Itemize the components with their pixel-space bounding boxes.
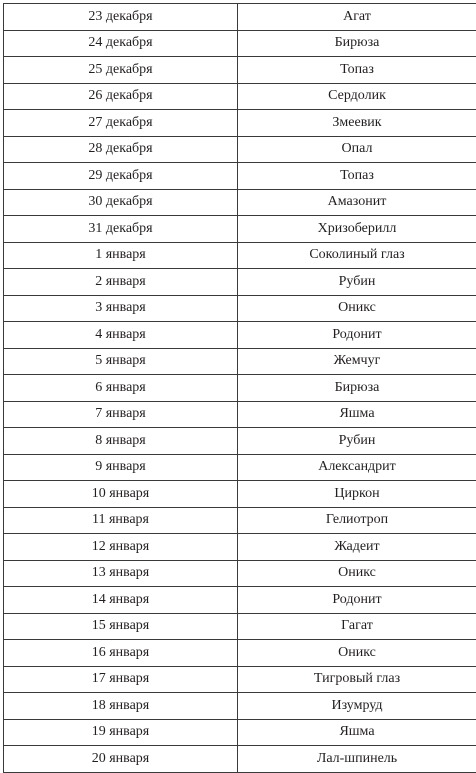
stone-cell: Гелиотроп xyxy=(238,507,476,534)
date-cell: 16 января xyxy=(4,640,238,667)
stone-cell: Родонит xyxy=(238,587,476,614)
table-row xyxy=(4,189,476,216)
table-row xyxy=(4,666,476,693)
table-row xyxy=(4,401,476,428)
table-row xyxy=(4,110,476,137)
stone-cell: Александрит xyxy=(238,454,476,481)
date-cell: 24 декабря xyxy=(4,30,238,57)
stone-cell: Жадеит xyxy=(238,534,476,561)
stone-cell: Изумруд xyxy=(238,693,476,720)
table-row xyxy=(4,560,476,587)
table-row xyxy=(4,428,476,455)
stone-cell: Топаз xyxy=(238,57,476,84)
date-cell: 1 января xyxy=(4,242,238,269)
stone-cell: Соколиный глаз xyxy=(238,242,476,269)
date-cell: 27 декабря xyxy=(4,110,238,137)
table-row xyxy=(4,587,476,614)
date-cell: 26 декабря xyxy=(4,83,238,110)
date-cell: 30 декабря xyxy=(4,189,238,216)
stone-cell: Оникс xyxy=(238,560,476,587)
table-row xyxy=(4,216,476,243)
stone-cell: Амазонит xyxy=(238,189,476,216)
table-row xyxy=(4,534,476,561)
stone-cell: Хризоберилл xyxy=(238,216,476,243)
stone-cell: Опал xyxy=(238,136,476,163)
table-row xyxy=(4,4,476,31)
table-row xyxy=(4,163,476,190)
stone-cell: Агат xyxy=(238,4,476,31)
table-row xyxy=(4,136,476,163)
table-row xyxy=(4,83,476,110)
table-row xyxy=(4,746,476,773)
stone-cell: Родонит xyxy=(238,322,476,349)
date-cell: 18 января xyxy=(4,693,238,720)
stone-cell: Топаз xyxy=(238,163,476,190)
stone-cell: Яшма xyxy=(238,401,476,428)
date-cell: 28 декабря xyxy=(4,136,238,163)
date-cell: 9 января xyxy=(4,454,238,481)
stone-cell: Яшма xyxy=(238,719,476,746)
date-cell: 29 декабря xyxy=(4,163,238,190)
date-cell: 8 января xyxy=(4,428,238,455)
date-cell: 10 января xyxy=(4,481,238,508)
date-cell: 7 января xyxy=(4,401,238,428)
date-cell: 13 января xyxy=(4,560,238,587)
date-cell: 31 декабря xyxy=(4,216,238,243)
date-cell: 5 января xyxy=(4,348,238,375)
birthstone-table xyxy=(3,3,476,773)
stone-cell: Оникс xyxy=(238,295,476,322)
stone-cell: Сердолик xyxy=(238,83,476,110)
date-cell: 6 января xyxy=(4,375,238,402)
stone-cell: Бирюза xyxy=(238,375,476,402)
stone-cell: Циркон xyxy=(238,481,476,508)
date-cell: 25 декабря xyxy=(4,57,238,84)
table-row xyxy=(4,30,476,57)
date-cell: 11 января xyxy=(4,507,238,534)
table-row xyxy=(4,322,476,349)
stone-cell: Жемчуг xyxy=(238,348,476,375)
stone-cell: Лал-шпинель xyxy=(238,746,476,773)
table-row xyxy=(4,242,476,269)
date-cell: 17 января xyxy=(4,666,238,693)
stone-cell: Рубин xyxy=(238,428,476,455)
table-row xyxy=(4,269,476,296)
date-cell: 15 января xyxy=(4,613,238,640)
stone-cell: Гагат xyxy=(238,613,476,640)
table-row xyxy=(4,481,476,508)
table-body xyxy=(4,4,476,773)
date-cell: 20 января xyxy=(4,746,238,773)
table-row xyxy=(4,507,476,534)
table-row xyxy=(4,348,476,375)
table-row xyxy=(4,57,476,84)
stone-cell: Рубин xyxy=(238,269,476,296)
date-cell: 4 января xyxy=(4,322,238,349)
date-cell: 2 января xyxy=(4,269,238,296)
date-cell: 3 января xyxy=(4,295,238,322)
stone-cell: Змеевик xyxy=(238,110,476,137)
table-row xyxy=(4,719,476,746)
stone-cell: Тигровый глаз xyxy=(238,666,476,693)
table-row xyxy=(4,454,476,481)
table-row xyxy=(4,295,476,322)
stone-cell: Бирюза xyxy=(238,30,476,57)
table-row xyxy=(4,640,476,667)
table-row xyxy=(4,375,476,402)
date-cell: 14 января xyxy=(4,587,238,614)
stone-cell: Оникс xyxy=(238,640,476,667)
date-cell: 23 декабря xyxy=(4,4,238,31)
date-cell: 12 января xyxy=(4,534,238,561)
table-row xyxy=(4,693,476,720)
table-row xyxy=(4,613,476,640)
date-cell: 19 января xyxy=(4,719,238,746)
